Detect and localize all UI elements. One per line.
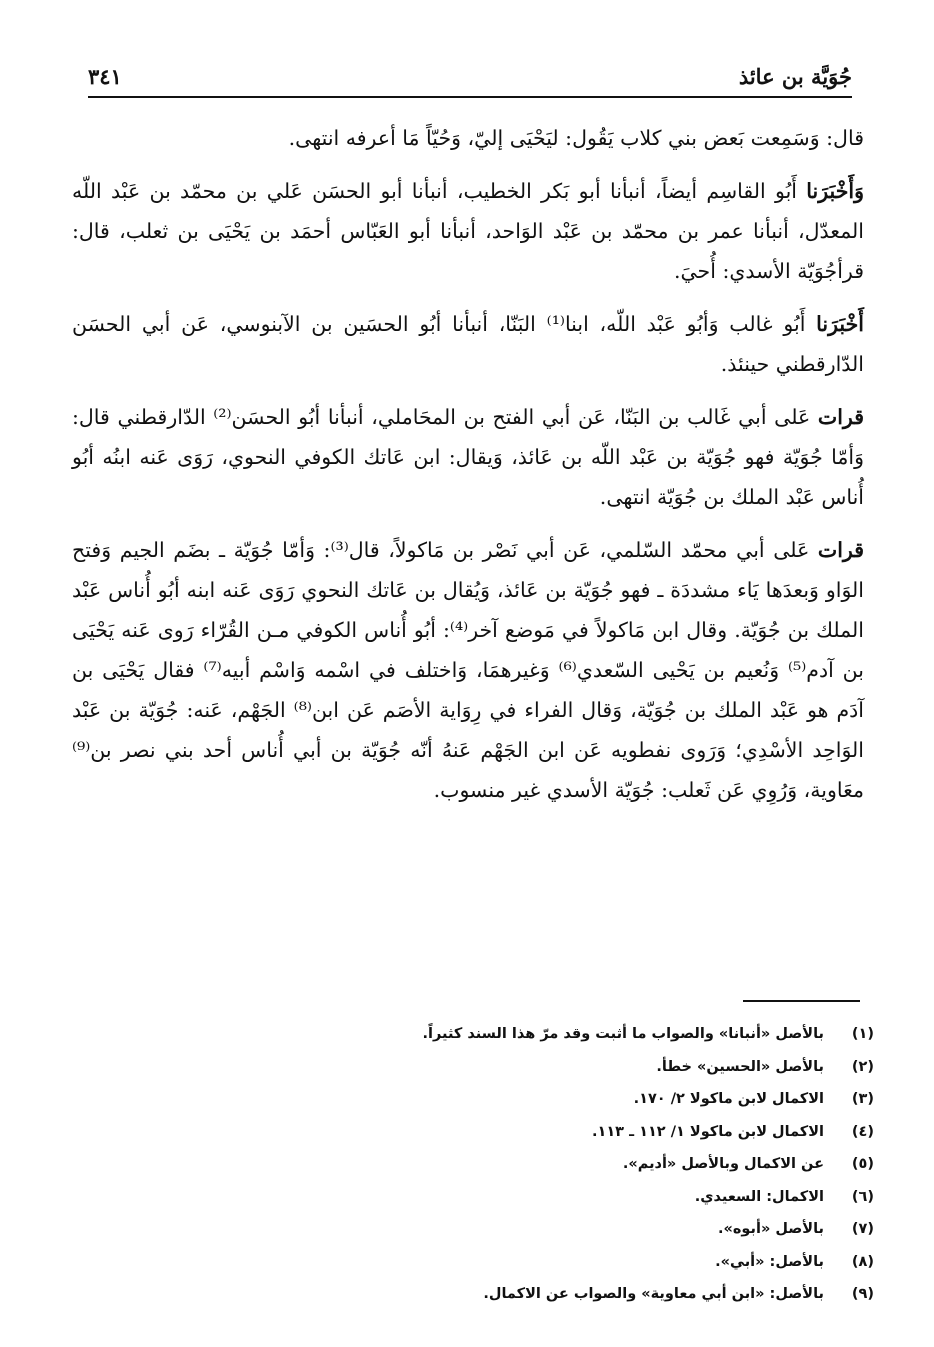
footnote [94,1018,874,1051]
main-text [72,118,864,810]
page-number: ٣٤١ [88,64,122,89]
footnote-number: (١) [851,1026,874,1042]
paragraph-text: أَبُو غالب وَأبُو عَبْد اللّه، ابنا⁽¹⁾ البَنّا، أنبأنا أبُو الحسَين بن الآبنوسي، عَن أبي الحسَن الدّارقطني حينئذ. [72,312,864,376]
footnote [94,1148,874,1181]
footnote-number: (٤) [851,1123,874,1140]
footnote-text: الاكمال: السعيدي. [694,1188,824,1205]
paragraph [72,397,864,517]
footnote [94,1083,874,1116]
footnote [94,1246,874,1279]
footnote-text: بالأصل: «أبي». [715,1253,824,1270]
footnote-text: الاكمال لابن ماكولا ٢/ ١٧٠. [633,1091,824,1107]
footnote [94,1278,874,1311]
footnotes [94,1018,874,1311]
running-head: جُوَيَّة بن عائذ [738,64,852,89]
footnote-text: بالأصل «أبوه». [718,1221,824,1237]
paragraph-text: عَلى أبي محمّد السّلمي، عَن أبي نَصْر بن مَاكولاً، قال⁽³⁾: وَأمّا جُوَيّة ـ بضَم الجيم وَفتح الوَاو وَبعدَها يَاء مشددَة ـ فهو جُوَيّة بن عَائذ، وَيُقال بن عَاتك النحوي رَوَى عَنه ابنه أبُو أُناس عَبْد الملك بن جُوَيّة. وقال ابن مَاكولاً في مَوضع آخر⁽⁴⁾: أبُو أُناس الكوفي مـن القُرّاء رَوى عَنه يَحْيَى بن آدم⁽⁵⁾ وَنُعيم بن يَحْيى السّعدي⁽⁶⁾ وَغيرهمَا، وَاختلف في اسْمه وَاسْم أبيه⁽⁷⁾ فقال يَحْيَى بن آدَم هو عَبْد الملك بن جُوَيّة، وَقال الفراء في رِوَاية الأصَم عَن ابن⁽⁸⁾ الجَهْم، عَنه: جُوَيّة بن عَبْد الوَاحِد الأسْدِي؛ وَرَوى نفطويه عَن ابن الجَهْم عَنهُ أنّه جُوَيّة بن أبي أُناس أحد بني نصر بن⁽⁹⁾ معَاوية، وَرُوِي عَن ثَعلب: جُوَيّة الأسدي غير منسوب. [72,538,864,802]
page-header [88,60,852,98]
paragraph-text: قال: وَسَمِعت بَعض بني كلاب يَقُول: ليَحْيَى إليّ، وَحُيّاً مَا أعرفه انتهى. [288,126,864,150]
footnote-number: (٩) [851,1286,874,1302]
paragraph-lead: قرات [817,405,864,429]
footnote-number: (٧) [851,1221,874,1237]
footnote-text: عن الاكمال وبالأصل «أديم». [622,1156,824,1172]
footnote-text: بالأصل: «ابن أبي معاوية» والصواب عن الاكمال. [483,1286,824,1302]
footnote-separator [743,1000,860,1002]
paragraph-lead: أَخْبَرَنا [816,312,864,336]
footnote [94,1181,874,1214]
footnote [94,1116,874,1149]
footnote-text: بالأصل «أنبانا» والصواب ما أثبت وقد مرّ هذا السند كثيراً. [422,1026,824,1042]
paragraph [72,118,864,158]
paragraph [72,304,864,384]
paragraph-text: عَلى أبي غَالب بن البَنّا، عَن أبي الفتح بن المحَاملي، أنبأنا أبُو الحسَن⁽²⁾ الدّارقطني قال: وَأمّا جُوَيّة فهو جُوَيّة بن عَبْد اللّه بن عَائذ، وَيقال: ابن عَاتك الكوفي النحوي، رَوَى عَنه ابنُه أبُو أُناس عَبْد الملك بن جُوَيّة انتهى. [72,405,864,509]
footnote-number: (٣) [851,1091,874,1107]
paragraph [72,171,864,291]
paragraph-lead: قرات [817,538,864,562]
footnote-number: (٨) [851,1253,874,1270]
footnote-number: (٦) [851,1188,874,1205]
footnote-number: (٢) [851,1058,874,1075]
paragraph-text: أَبُو القاسِم أيضاً، أنبأنا أبو بَكر الخطيب، أنبأنا أبو الحسَن عَلي بن محمّد بن عَبْد اللّه المعدّل، أنبأنا عمر بن محمّد بن عَبْد الوَاحد، أنبأنا أبو العَبّاس أحمَد بن يَحْيَى بن ثعلب، قال: قرأجُوَيّة الأسدي: أُحيَ. [72,179,864,283]
footnote-text: بالأصل «الحسين» خطأ. [656,1058,824,1075]
footnote-text: الاكمال لابن ماكولا ١/ ١١٢ ـ ١١٣. [591,1123,824,1140]
footnote [94,1213,874,1246]
footnote [94,1051,874,1084]
footnote-number: (٥) [851,1156,874,1172]
paragraph [72,530,864,810]
paragraph-lead: وَأَخْبَرَنا [806,179,864,203]
